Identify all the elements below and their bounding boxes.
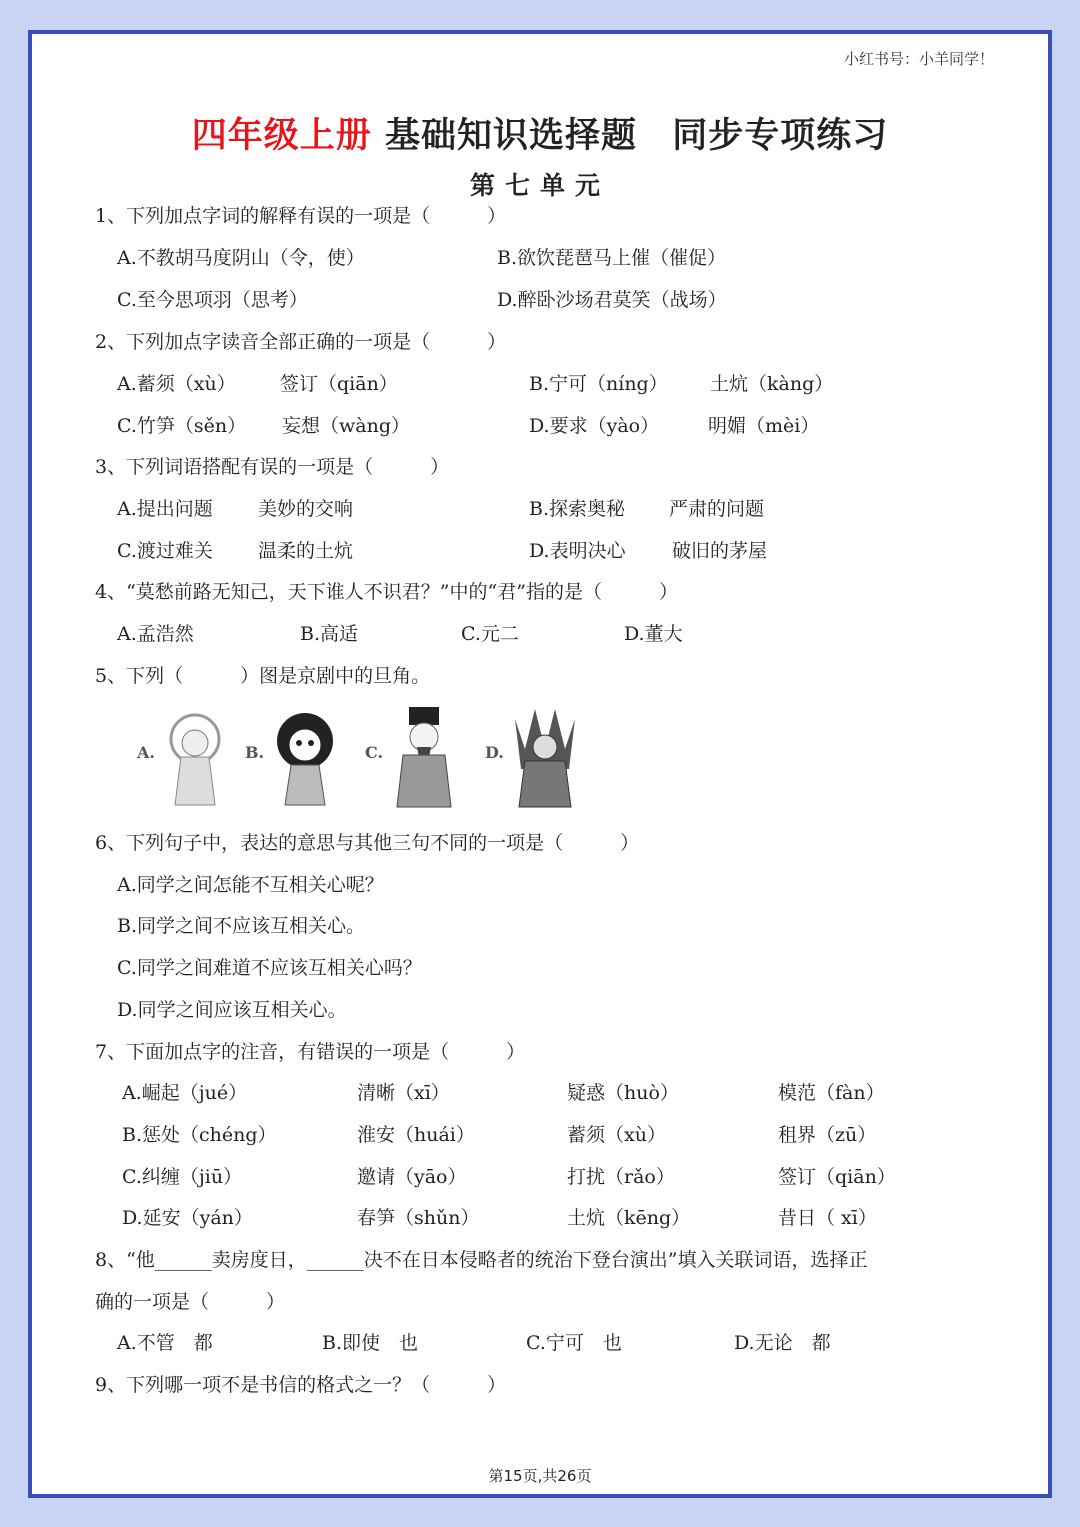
q7-b-1: B.惩处（chéng）	[122, 1124, 277, 1146]
q8-stem-line2: 确的一项是（ ）	[95, 1291, 286, 1313]
q6-stem: 6、下列句子中，表达的意思与其他三句不同的一项是（ ）	[95, 832, 640, 854]
q3-stem: 3、下列词语搭配有误的一项是（ ）	[95, 456, 450, 478]
q7-a-2: 清晰（xī）	[357, 1082, 450, 1104]
q3-option-c2: 温柔的土炕	[258, 540, 354, 562]
q7-b-3: 蓄须（xù）	[567, 1124, 666, 1146]
q7-c-3: 打扰（rǎo）	[567, 1166, 675, 1188]
page-number: 第15页,共26页	[488, 1467, 592, 1485]
unit-heading: 第七单元	[469, 171, 610, 200]
title-grade: 四年级上册	[191, 116, 372, 156]
q7-stem: 7、下面加点字的注音，有错误的一项是（ ）	[95, 1041, 526, 1063]
q1-option-d: D.醉卧沙场君莫笑（战场）	[497, 289, 727, 311]
q3-option-d2: 破旧的茅屋	[672, 540, 768, 562]
q7-b-4: 租界（zū）	[778, 1124, 877, 1146]
watermark: 小红书号：小羊同学！	[843, 50, 994, 68]
figure-b	[245, 699, 335, 811]
q4-stem: 4、“莫愁前路无知己，天下谁人不识君？”中的“君”指的是（ ）	[95, 581, 678, 603]
q2-option-a2: 签订（qiān）	[280, 373, 398, 395]
title-topic: 基础知识选择题	[384, 116, 637, 156]
q7-d-2: 春笋（shǔn）	[357, 1207, 480, 1229]
q8-option-a: A.不管 都	[117, 1332, 213, 1354]
q4-option-d: D.董大	[624, 623, 683, 645]
q7-d-4: 昔日（ xī）	[778, 1207, 877, 1229]
q6-option-c: C.同学之间难道不应该互相关心吗？	[117, 957, 422, 979]
q8-stem-line1: 8、“他______卖房度日，______决不在日本侵略者的统治下登台演出”填入关联词语，选择正	[95, 1249, 868, 1271]
q6-option-b: B.同学之间不应该互相关心。	[117, 915, 366, 937]
q2-stem: 2、下列加点字读音全部正确的一项是（ ）	[95, 331, 507, 353]
q7-a-3: 疑惑（huò）	[567, 1082, 679, 1104]
figure-a-label: A.	[137, 743, 155, 762]
opera-figures	[137, 699, 637, 814]
q7-b-2: 淮安（huái）	[357, 1124, 475, 1146]
q3-option-d1: D.表明决心	[529, 540, 626, 562]
q5-stem: 5、下列（ ）图是京剧中的旦角。	[95, 665, 431, 687]
q2-option-a1: A.蓄须（xù）	[117, 373, 236, 395]
q9-stem: 9、下列哪一项不是书信的格式之一？（ ）	[95, 1374, 507, 1396]
figure-b-label: B.	[245, 743, 265, 762]
q3-option-c1: C.渡过难关	[117, 540, 213, 562]
q3-option-a2: 美妙的交响	[258, 498, 354, 520]
q2-option-d1: D.要求（yào）	[529, 415, 660, 437]
page-title	[32, 108, 1048, 158]
q3-option-a1: A.提出问题	[117, 498, 213, 520]
title-practice: 同步专项练习	[672, 116, 889, 156]
q2-option-c1: C.竹笋（sěn）	[117, 415, 247, 437]
q8-option-d: D.无论 都	[734, 1332, 831, 1354]
q1-option-a: A.不教胡马度阴山（令，使）	[117, 247, 365, 269]
q7-d-1: D.延安（yán）	[122, 1207, 253, 1229]
q7-c-1: C.纠缠（jiū）	[122, 1166, 243, 1188]
figure-d-label: D.	[485, 743, 504, 762]
q8-option-c: C.宁可 也	[526, 1332, 622, 1354]
q7-a-4: 模范（fàn）	[778, 1082, 885, 1104]
q3-option-b1: B.探索奥秘	[529, 498, 626, 520]
q8-option-b: B.即使 也	[322, 1332, 419, 1354]
q6-option-d: D.同学之间应该互相关心。	[117, 999, 347, 1021]
q2-option-d2: 明媚（mèi）	[708, 415, 820, 437]
q7-c-4: 签订（qiān）	[778, 1166, 896, 1188]
q7-d-3: 土炕（kēng）	[567, 1207, 691, 1229]
q1-option-b: B.欲饮琵琶马上催（催促）	[497, 247, 727, 269]
figure-c-label: C.	[365, 743, 384, 762]
q2-option-c2: 妄想（wàng）	[282, 415, 410, 437]
q7-a-1: A.崛起（jué）	[122, 1082, 248, 1104]
figure-c	[365, 699, 455, 811]
q3-option-b2: 严肃的问题	[669, 498, 765, 520]
q4-option-c: C.元二	[461, 623, 519, 645]
worksheet-page	[28, 30, 1052, 1498]
q1-option-c: C.至今思项羽（思考）	[117, 289, 308, 311]
figure-d	[485, 699, 575, 811]
figure-a	[137, 699, 227, 811]
q4-option-a: A.孟浩然	[117, 623, 194, 645]
q1-stem: 1、下列加点字词的解释有误的一项是（ ）	[95, 205, 507, 227]
q2-option-b2: 土炕（kàng）	[710, 373, 834, 395]
q7-c-2: 邀请（yāo）	[357, 1166, 467, 1188]
q6-option-a: A.同学之间怎能不互相关心呢？	[117, 874, 384, 896]
q4-option-b: B.高适	[300, 623, 359, 645]
q2-option-b1: B.宁可（níng）	[529, 373, 668, 395]
